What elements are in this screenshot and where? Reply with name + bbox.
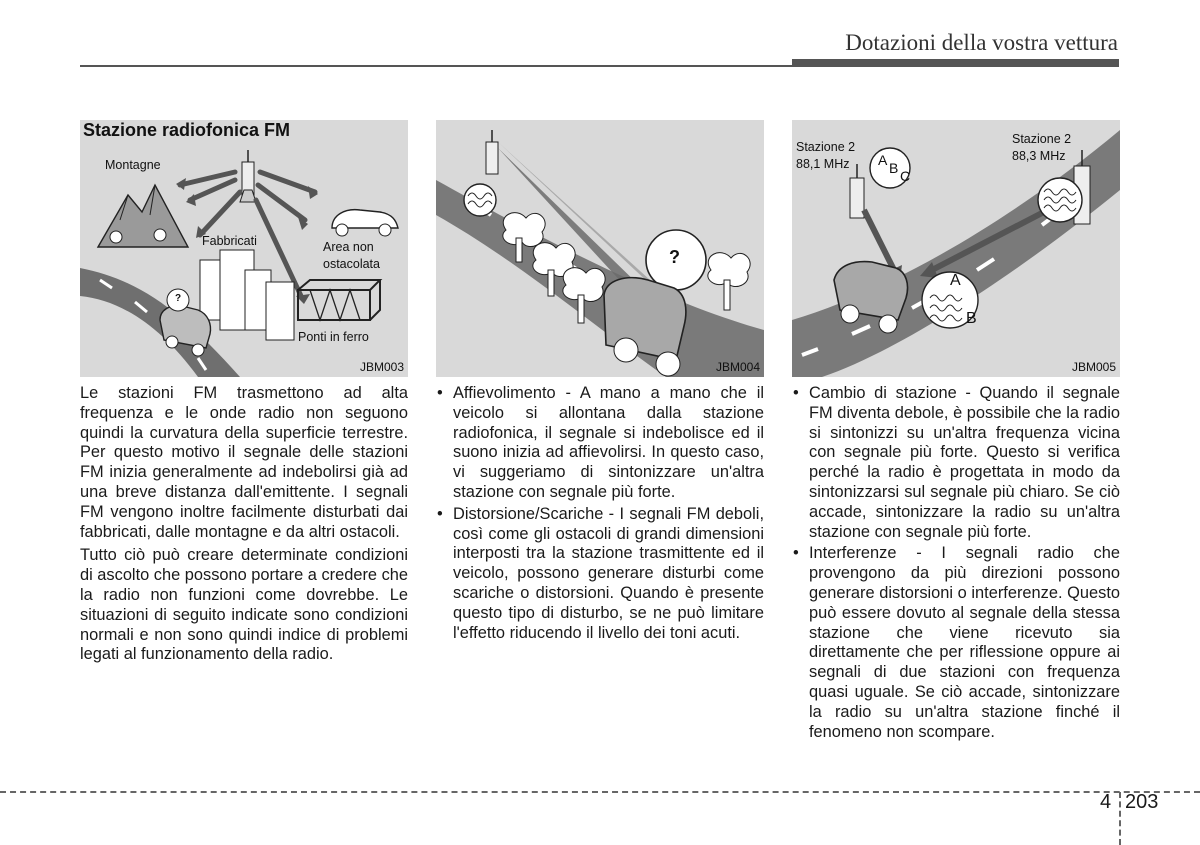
bullet-item: • Cambio di stazione - Quando il segnale FM diventa debole, è possibile che la radio si sintonizzi su un'altra frequenza vicina con segnale più forte. Questo si verifica perché la radio è progettata in modo da sintonizzarsi sul segnale più chiaro. Se ciò accade, sintonizzare la radio su un'altra stazione con segnale più forte.: [792, 384, 1120, 542]
fading-illustration: [436, 120, 764, 377]
bubble-letter-b: B: [889, 160, 899, 176]
bubble-letter-b-2: B: [966, 310, 977, 327]
page-number: 203: [1125, 791, 1159, 813]
station-left-freq: 88,1 MHz: [796, 157, 850, 171]
figure-station-change: [792, 120, 1120, 377]
bullet-item: • Distorsione/Scariche - I segnali FM deboli, così come gli ostacoli di grandi dimensioni interposti tra la stazione trasmittente ed il veicolo, possono generare disturbi come scariche o distorsioni. Quando è presente questo tipo di disturbo, se ne può limitare l'effetto riducendo il livello dei toni acuti.: [436, 505, 764, 644]
figure-code: JBM004: [715, 360, 760, 374]
station-right-name: Stazione 2: [1012, 132, 1072, 146]
station-right-freq: 88,3 MHz: [1012, 149, 1066, 163]
bubble-letter-c: C: [900, 168, 911, 184]
bullet-item: • Interferenze - I segnali radio che provengono da più direzioni possono generare distorsioni o interferenze. Questo può essere dovuto al segnale della stessa stazione che viene ricevuto sia direttamente che per riflessione oppure ai segnali di due stazioni con frequenza quasi uguale. Se ciò accade, sintonizzare la radio su un'altra stazione finché il fenomeno non scompare.: [792, 544, 1120, 742]
paragraph: Le stazioni FM trasmettono ad alta frequenza e le onde radio non seguono quindi la curvatura della superficie terrestre. Per questo motivo il segnale delle stazioni FM inizia generalmente ad indebolirsi già ad una breve distanza dall'emittente. I segnali FM vengono inoltre facilmente disturbati dai fabbricati, dalle montagne e da altri ostacoli.: [80, 384, 408, 541]
chapter-number: 4: [1100, 791, 1112, 813]
footer-dashed-divider: [1119, 792, 1121, 845]
label-mountains: Montagne: [105, 158, 161, 172]
label-open-area-2: ostacolata: [323, 257, 380, 271]
question-mark: ?: [669, 247, 680, 267]
column-1: [80, 384, 408, 669]
page-header-title: Dotazioni della vostra vettura: [845, 30, 1118, 55]
figure-fm-station: [80, 120, 408, 377]
label-open-area-1: Area non: [323, 240, 374, 254]
station-left-name: Stazione 2: [796, 140, 856, 154]
header-rule-thin: [80, 65, 792, 67]
bubble-letter-a: A: [878, 152, 888, 168]
figure-fading: [436, 120, 764, 377]
bubble-letter-a-2: A: [950, 272, 961, 289]
header-rule-thick: [792, 59, 1119, 67]
footer-dashed-rule: [0, 791, 1200, 793]
label-bridges: Ponti in ferro: [298, 330, 369, 344]
paragraph: Tutto ciò può creare determinate condizioni di ascolto che possono portare a credere che la radio non funzioni come dovrebbe. Le situazioni di seguito indicate sono condizioni normali e non sono quindi indice di problemi legati al funzionamento della radio.: [80, 546, 409, 664]
column-3: [792, 384, 1120, 744]
bullet-list: [792, 384, 1120, 742]
question-mark: ?: [175, 293, 182, 304]
bullet-item: • Affievolimento - A mano a mano che il veicolo si allontana dalla stazione radiofonica, il segnale si indebolisce ed il suono inizia ad affievolirsi. In questo caso, vi suggeriamo di sintonizzare un'altra stazione con segnale più forte.: [436, 384, 764, 503]
label-buildings: Fabbricati: [202, 234, 257, 248]
figure-code: JBM003: [359, 360, 404, 374]
bullet-list: [436, 384, 764, 643]
figure-code: JBM005: [1071, 360, 1116, 374]
figure-title: Stazione radiofonica FM: [83, 120, 291, 140]
column-2: [436, 384, 764, 645]
